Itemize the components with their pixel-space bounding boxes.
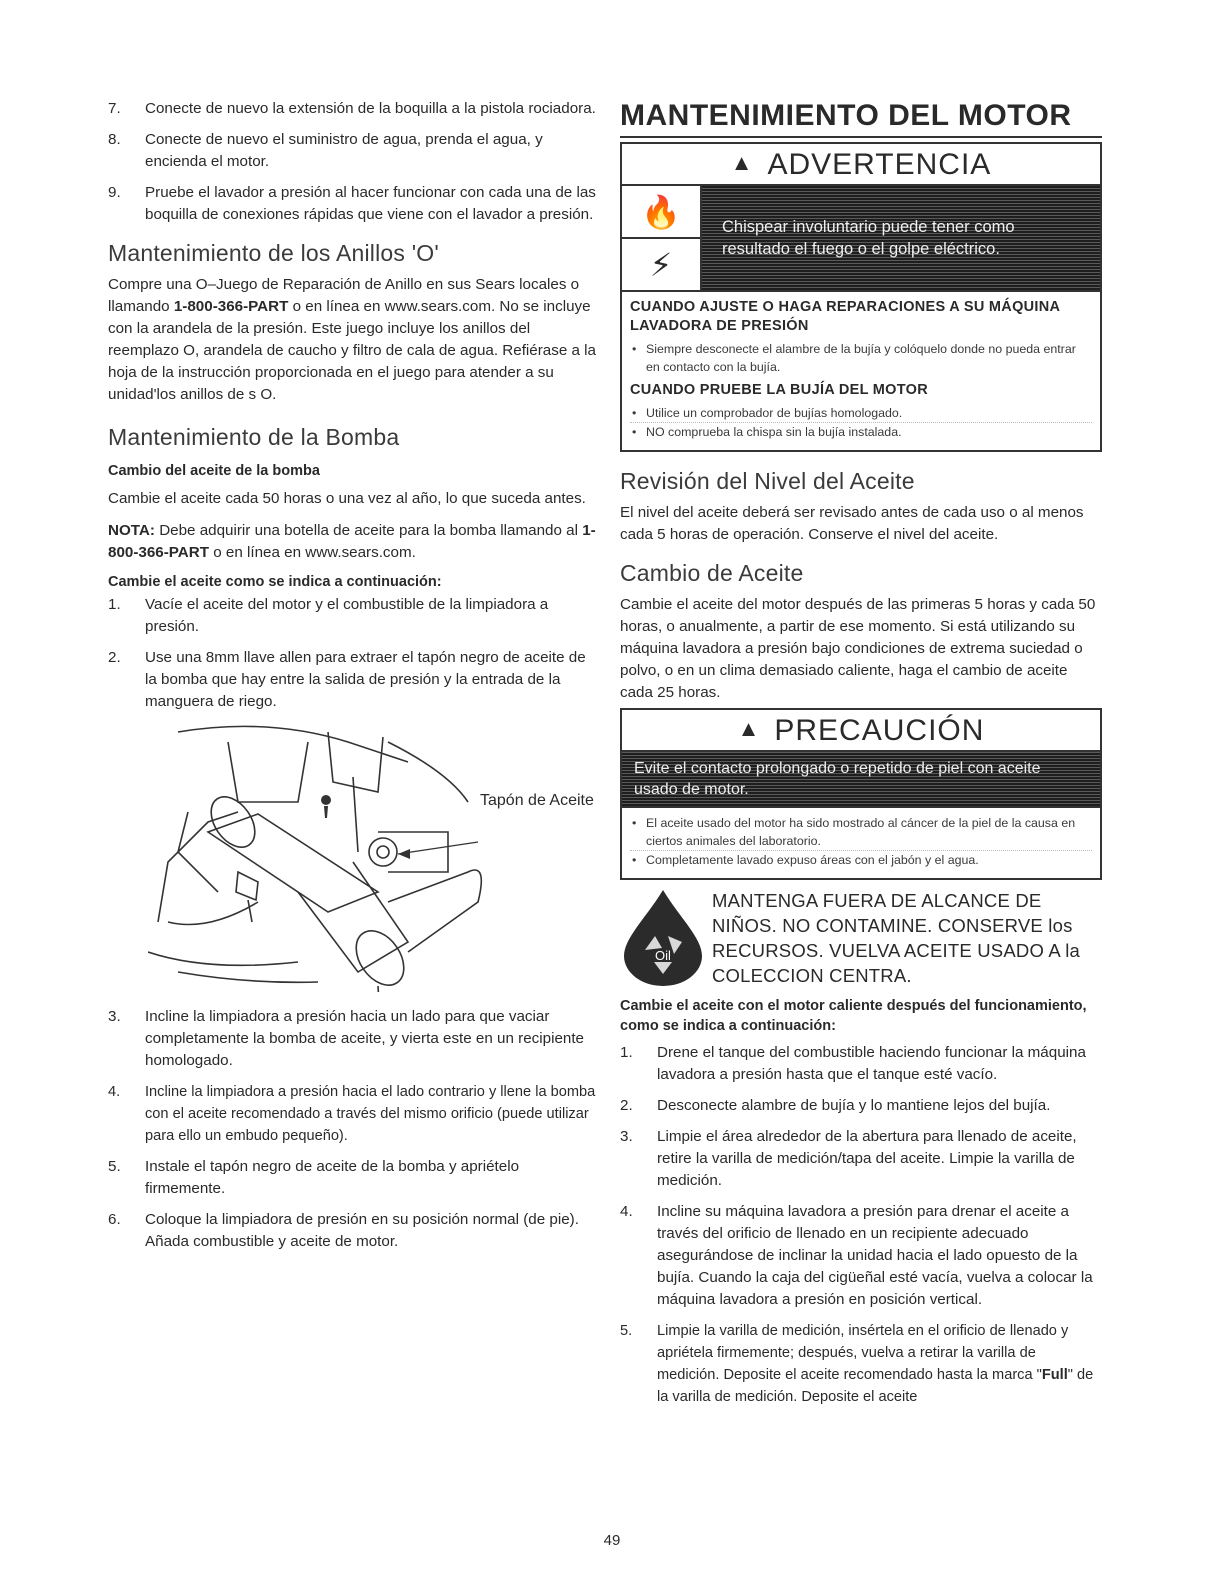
bullet-item: • Siempre desconecte el alambre de la bujía y colóquelo donde no pueda entrar en contacto con la bujía. — [630, 340, 1092, 376]
list-item: 3. Incline la limpiadora a presión hacia un lado para que vaciar completamente la bomba de aceite, y vierta este en un recipiente homologado. — [108, 1008, 585, 1069]
left-column — [108, 98, 598, 1262]
oring-paragraph: Compre una O–Juego de Reparación de Anillo en sus Sears locales o llamando 1-800-366-PART o en línea en www.sears.com. No se incluye con la arandela de la presión. Este juego incluye los anillos del reemplazo O, arandela de caucho y filtro de cala de agua. Refiérase a la hoja de la instrucción proporcionada en el juego para atender a su unidad'los anillos de s O. — [108, 276, 596, 403]
list-item: 1. Drene el tanque del combustible haciendo funcionar la máquina lavadora a presión hasta que el tanque esté vacío. — [620, 1044, 1086, 1083]
oil-change-paragraph: Cambie el aceite del motor después de las primeras 5 horas y cada 50 horas, o anualmente, a partir de ese momento. Si está utilizando su máquina lavadora a presión bajo condiciones de extrema suciedad o polvo, o en un clima demasiado caliente, haga el cambio de aceite cada 25 horas. — [620, 596, 1096, 701]
change-subheading: Cambie el aceite como se indica a continuación: — [108, 574, 442, 590]
warning-band — [622, 186, 1100, 292]
list-item: 2. Desconecte alambre de bujía y lo mantiene lejos del bujía. — [620, 1097, 1051, 1114]
nota-paragraph: NOTA: Debe adquirir una botella de aceite para la bomba llamando al 1-800-366-PART o en línea en www.sears.com. — [108, 522, 596, 561]
list-item: 5. Limpie la varilla de medición, insértela en el orificio de llenado y apriétela firmemente; después, vuelva a retirar la varilla de medición. Deposite el aceite recomendado hasta la marca "Full" de la varilla de medición. Deposite el aceite — [620, 1323, 1094, 1405]
caution-bullets — [630, 814, 1092, 869]
list-item: 8. Conecte de nuevo el suministro de agua, prenda el agua, y encienda el motor. — [108, 131, 543, 170]
recycle-text: MANTENGA FUERA DE ALCANCE DE NIÑOS. NO CONTAMINE. CONSERVE los RECURSOS. VUELVA ACEITE USADO A la COLECCION CENTRA. — [712, 890, 1081, 986]
caution-header: ▲ PRECAUCIÓN — [622, 710, 1100, 752]
oil-level-paragraph: El nivel del aceite deberá ser revisado antes de cada uso o al menos cada 5 horas de operación. Conserve el nivel del aceite. — [620, 504, 1084, 543]
bullet-item: • Completamente lavado expuso áreas con el jabón y el agua. — [630, 851, 1092, 869]
page-number: 49 — [603, 1532, 621, 1549]
list-item: 2. Use una 8mm llave allen para extraer el tapón negro de aceite de la bomba que hay entre la salida de presión y la entrada de la manguera de riego. — [108, 649, 586, 710]
steps-7-9 — [108, 98, 598, 226]
pump-subheading: Cambio del aceite de la bomba — [108, 463, 320, 479]
warning-bullets-1 — [630, 340, 1092, 376]
shock-icon: ⚡ — [622, 237, 702, 290]
pump-paragraph: Cambie el aceite cada 50 horas o una vez al año, lo que suceda antes. — [108, 490, 586, 507]
pump-illustration — [148, 722, 518, 992]
warning-header: ▲ ADVERTENCIA — [622, 144, 1100, 186]
steps-1-2 — [108, 594, 598, 713]
oil-change-heading: Cambio de Aceite — [620, 560, 804, 586]
list-item: 4. Incline la limpiadora a presión hacia el lado contrario y llene la bomba con el aceite recomendado a través del mismo orificio (puede utilizar para ello un embudo pequeño). — [108, 1084, 596, 1144]
fire-icon: 🔥 — [622, 186, 702, 237]
caution-box — [620, 708, 1102, 880]
caution-body — [622, 808, 1100, 878]
bullet-item: • El aceite usado del motor ha sido mostrado al cáncer de la piel de la causa en ciertos animales del laboratorio. — [630, 814, 1092, 851]
list-item: 4. Incline su máquina lavadora a presión para drenar el aceite a través del orificio de llenado en un recipiente adecuado asegurándose de inclinar la unidad hacia el lado opuesto de la bujía. Cuando la caja del cigüeñal esté vacía, vuelva a colocar la máquina lavadora a presión en posición vertical. — [620, 1203, 1093, 1308]
warning-box — [620, 142, 1102, 452]
bullet-item: • Utilice un comprobador de bujías homologado. — [630, 404, 1092, 423]
bullet-item: • NO comprueba la chispa sin la bujía instalada. — [630, 423, 1092, 441]
warning-band-text: Chispear involuntario puede tener como resultado el fuego o el golpe eléctrico. — [702, 186, 1100, 290]
oil-level-heading: Revisión del Nivel del Aceite — [620, 468, 915, 494]
right-column — [620, 98, 1102, 1417]
list-item: 3. Limpie el área alrededor de la abertura para llenado de aceite, retire la varilla de medición/tapa del aceite. Limpie la varilla de medición. — [620, 1128, 1077, 1189]
oil-drop-label: Oil — [655, 948, 671, 963]
oil-recycle-drop-icon — [620, 888, 706, 988]
warning-caption-1: CUANDO AJUSTE O HAGA REPARACIONES A SU MÁQUINA LAVADORA DE PRESIÓN — [630, 299, 1060, 334]
list-item: 9. Pruebe el lavador a presión al hacer funcionar con cada una de las boquilla de conexiones rápidas que viene con el lavador a presión. — [108, 184, 596, 223]
oil-drop-graphic — [620, 888, 706, 988]
list-item: 5. Instale el tapón negro de aceite de la bomba y apriételo firmemente. — [108, 1158, 520, 1197]
hazard-icons — [622, 186, 702, 290]
recycle-notice — [620, 888, 1102, 988]
caution-band-text: Evite el contacto prolongado o repetido de piel con aceite usado de motor. — [622, 752, 1100, 808]
list-item: 7. Conecte de nuevo la extensión de la boquilla a la pistola rociadora. — [108, 100, 596, 117]
oil-change-steps — [620, 1042, 1102, 1408]
pump-plug-figure — [108, 722, 598, 992]
oring-heading: Mantenimiento de los Anillos 'O' — [108, 240, 439, 266]
steps-3-6 — [108, 1006, 598, 1253]
hot-change-subheading: Cambie el aceite con el motor caliente después del funcionamiento, como se indica a continuación: — [620, 998, 1087, 1034]
warning-triangle-icon: ▲ — [737, 716, 761, 741]
list-item: 1. Vacíe el aceite del motor y el combustible de la limpiadora a presión. — [108, 596, 549, 635]
page-title: MANTENIMIENTO DEL MOTOR — [620, 98, 1102, 138]
pump-heading: Mantenimiento de la Bomba — [108, 424, 400, 450]
warning-caption-2: CUANDO PRUEBE LA BUJÍA DEL MOTOR — [630, 382, 929, 398]
warning-bullets-2 — [630, 404, 1092, 441]
list-item: 6. Coloque la limpiadora de presión en su posición normal (de pie). Añada combustible y aceite de motor. — [108, 1211, 579, 1250]
warning-body — [622, 292, 1100, 450]
warning-triangle-icon: ▲ — [730, 150, 754, 175]
oil-plug-callout: Tapón de Aceite — [480, 792, 594, 809]
